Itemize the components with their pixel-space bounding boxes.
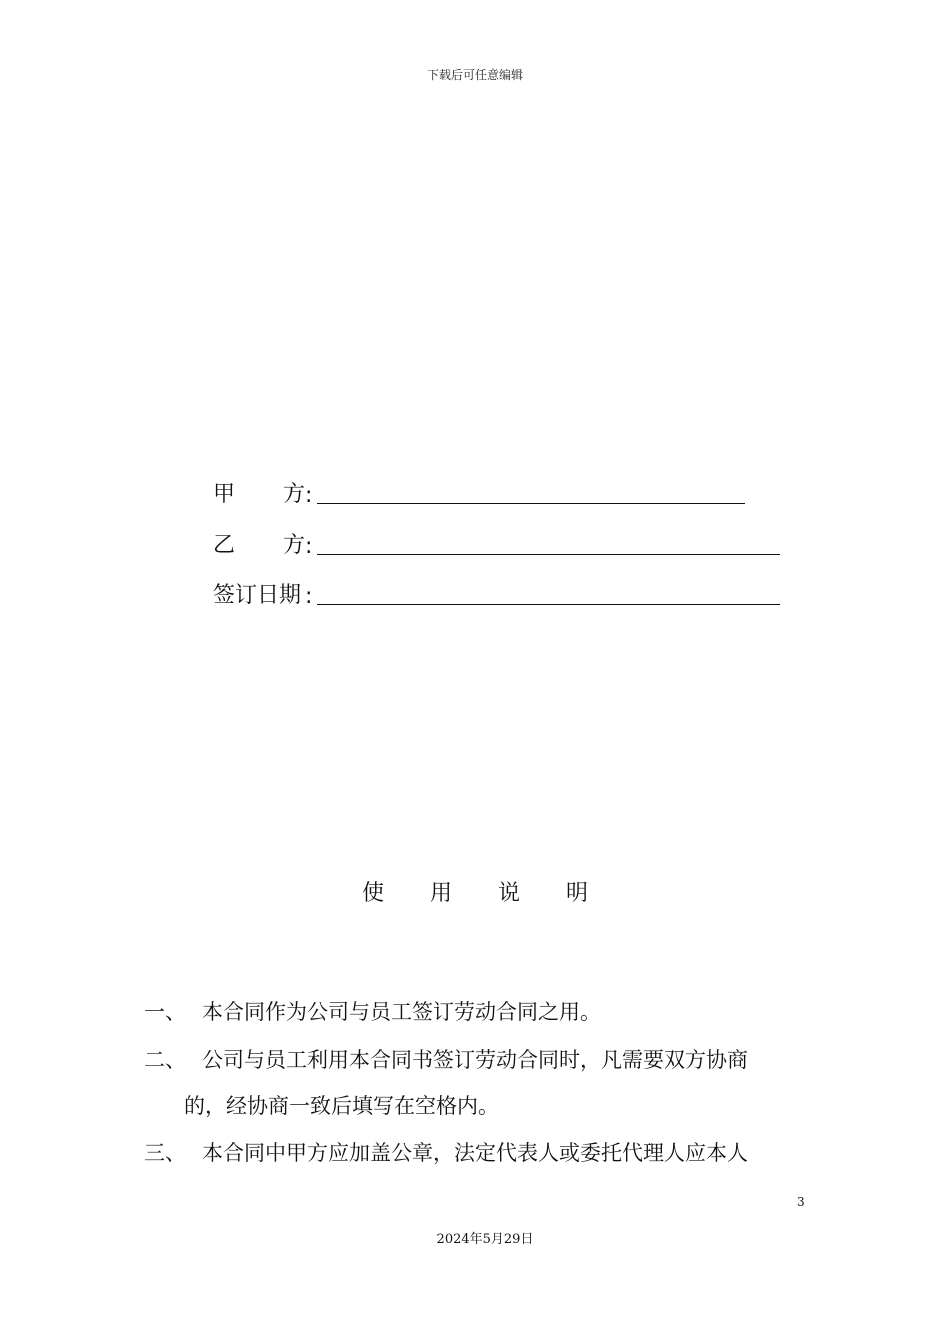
instruction-text: 本合同作为公司与员工签订劳动合同之用。 bbox=[202, 1000, 601, 1024]
sign-date-blank-line[interactable] bbox=[317, 603, 780, 605]
instruction-item-2 bbox=[144, 1037, 804, 1129]
party-a-row bbox=[213, 476, 745, 508]
instruction-item-1 bbox=[144, 989, 804, 1035]
party-a-blank-line[interactable] bbox=[317, 502, 745, 504]
instruction-number: 三、 bbox=[144, 1141, 186, 1165]
party-b-colon: : bbox=[305, 534, 313, 559]
sign-date-row bbox=[213, 577, 780, 609]
instruction-number: 一、 bbox=[144, 1000, 186, 1024]
party-b-row bbox=[213, 527, 780, 559]
party-b-label: 乙 方 bbox=[213, 533, 305, 558]
instruction-number: 二、 bbox=[144, 1048, 186, 1072]
instruction-continuation: 的，经协商一致后填写在空格内。 bbox=[184, 1094, 499, 1118]
footer-date: 2024年5月29日 bbox=[436, 1232, 534, 1247]
instruction-item-3 bbox=[144, 1130, 804, 1176]
instruction-text: 本合同中甲方应加盖公章，法定代表人或委托代理人应本人 bbox=[202, 1141, 748, 1165]
party-b-blank-line[interactable] bbox=[317, 553, 780, 555]
party-a-colon: : bbox=[305, 483, 313, 508]
instructions-title: 使用说明 bbox=[361, 881, 634, 906]
party-a-label: 甲 方 bbox=[213, 482, 305, 507]
page-number: 3 bbox=[797, 1195, 805, 1209]
header-note: 下载后可任意编辑 bbox=[426, 68, 523, 82]
sign-date-label: 签订日期 bbox=[213, 583, 302, 608]
sign-date-colon: : bbox=[305, 584, 313, 609]
instruction-text: 公司与员工利用本合同书签订劳动合同时，凡需要双方协商 bbox=[202, 1048, 748, 1072]
